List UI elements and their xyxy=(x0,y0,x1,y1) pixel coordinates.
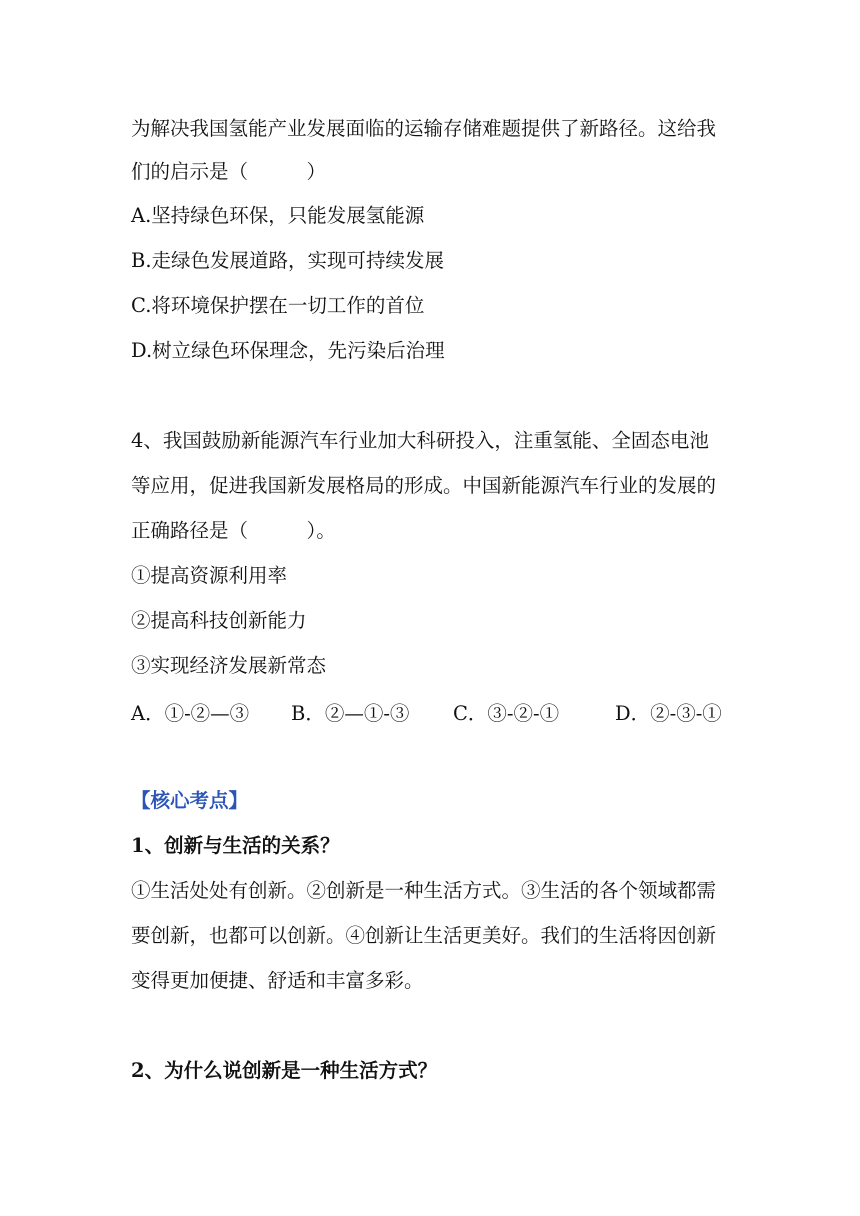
q3-option-d: D.树立绿色环保理念，先污染后治理 xyxy=(131,339,445,362)
q4-choice-b: B．②—①-③ xyxy=(291,702,410,725)
q4-stem-line: 正确路径是（ ）。 xyxy=(131,519,336,542)
core-q1-answer-line: 要创新，也都可以创新。④创新让生活更美好。我们的生活将因创新 xyxy=(131,924,717,947)
q4-item: ③实现经济发展新常态 xyxy=(131,654,327,677)
q4-stem-line: 4、我国鼓励新能源汽车行业加大科研投入，注重氢能、全固态电池 xyxy=(131,429,709,452)
q4-item: ②提高科技创新能力 xyxy=(131,609,307,632)
q4-stem-line: 等应用，促进我国新发展格局的形成。中国新能源汽车行业的发展的 xyxy=(131,474,717,497)
q4-choice-d: D．②-③-① xyxy=(615,702,722,725)
q3-stem-line: 们的启示是（ ） xyxy=(131,160,327,183)
q3-option-a: A.坚持绿色环保，只能发展氢能源 xyxy=(131,204,425,227)
q3-stem-line: 为解决我国氢能产业发展面临的运输存储难题提供了新路径。这给我 xyxy=(131,117,717,140)
core-points-heading: 【核心考点】 xyxy=(131,789,249,812)
core-q1-answer-line: ①生活处处有创新。②创新是一种生活方式。③生活的各个领域都需 xyxy=(131,879,717,902)
core-q1-title: 1、创新与生活的关系？ xyxy=(131,834,340,857)
q4-choice-c: C．③-②-① xyxy=(453,702,560,725)
core-q2-title: 2、为什么说创新是一种生活方式？ xyxy=(131,1059,438,1082)
q4-item: ①提高资源利用率 xyxy=(131,564,288,587)
q3-option-c: C.将环境保护摆在一切工作的首位 xyxy=(131,294,425,317)
q3-option-b: B.走绿色发展道路，实现可持续发展 xyxy=(131,249,445,272)
q4-choice-a: A．①-②—③ xyxy=(131,702,250,725)
core-q1-answer-line: 变得更加便捷、舒适和丰富多彩。 xyxy=(131,969,424,992)
